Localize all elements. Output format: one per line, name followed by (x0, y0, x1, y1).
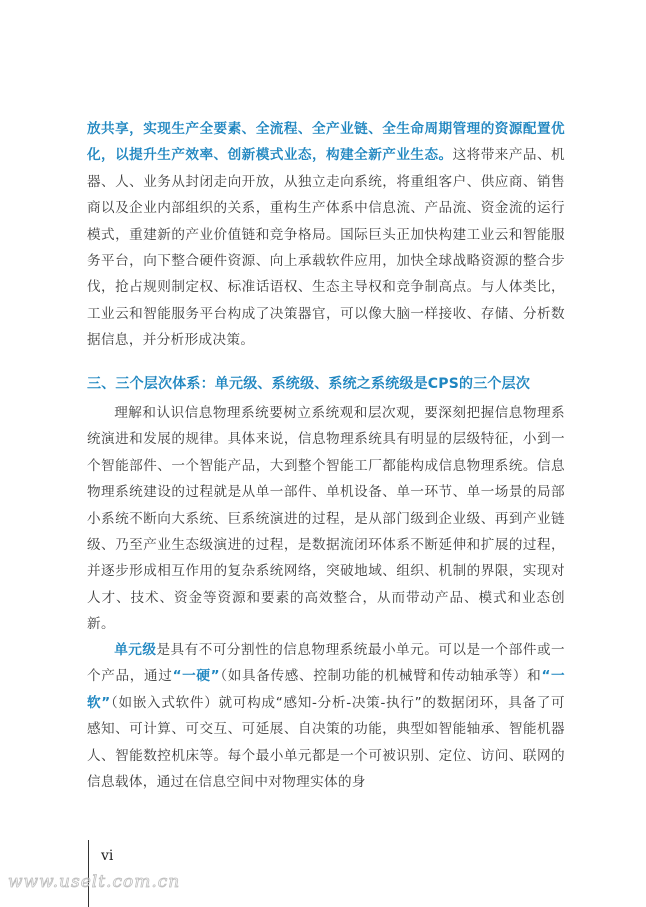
page-number: vi (101, 848, 114, 864)
paragraph-hierarchy: 理解和认识信息物理系统要树立系统观和层次观，要深刻把握信息物理系统演进和发展的规律。具体来说，信息物理系统具有明显的层级特征，小到一个智能部件、一个智能产品，大到整个智能工厂都能构成信息物理系统。信息物理系统建设的过程就是从单一部件、单机设备、单一环节、单一场景的局部小系统不断向大系统、巨系统演进的过程，是从部门级到企业级、再到产业链级、乃至产业生态级演进的过程，是数据流闭环体系不断延伸和扩展的过程，并逐步形成相互作用的复杂系统网络，突破地域、组织、机制的界限，实现对人才、技术、资金等资源和要素的高效整合，从而带动产品、模式和业态创新。 (87, 405, 565, 633)
body-text: （如嵌入式软件）就可构成“感知-分析-决策-执行”的数据闭环，具备了可感知、可计算、可交互、可延展、自决策的功能，典型如智能轴承、智能机器人、智能数控机床等。每个最小单元都是一个可被识别、定位、访问、联网的信息载体，通过在信息空间中对物理实体的身 (87, 694, 566, 791)
body-text: 这将带来产品、机器、人、业务从封闭走向开放，从独立走向系统，将重组客户、供应商、销售商以及企业内部组织的关系，重构生产体系中信息流、产品流、资金流的运行模式，重建新的产业价值链和竞争格局。国际巨头正加快构建工业云和智能服务平台，向下整合硬件资源、向上承载软件应用，加快全球战略资源的整合步伐，抢占规则制定权、标准话语权、生态主导权和竞争制高点。与人体类比，工业云和智能服务平台构成了决策器官，可以像大脑一样接收、存储、分析数据信息，并分析形成决策。 (87, 147, 565, 349)
section-heading: 三、三个层次体系：单元级、系统级、系统之系统级是CPS的三个层次 (87, 376, 531, 392)
term-soft: “一软” (87, 668, 565, 711)
term-hard: “一硬” (172, 668, 220, 685)
body-text: 是具有不可分割性的信息物理系统最小单元。可以是一个部件或一个产品，通过 (87, 642, 565, 685)
paragraph-unit-level (87, 637, 565, 795)
highlight-text: 放共享，实现生产全要素、全流程、全产业链、全生命周期管理的资源配置优化，以提升生产效率、创新模式业态，构建全新产业生态。 (87, 121, 565, 164)
term-unit-level: 单元级 (114, 642, 157, 658)
body-text: （如具备传感、控制功能的机械臂和传动轴承等）和 (219, 668, 542, 685)
watermark: www.uselt.com.cn (8, 872, 181, 892)
paragraph-platform (87, 116, 565, 354)
